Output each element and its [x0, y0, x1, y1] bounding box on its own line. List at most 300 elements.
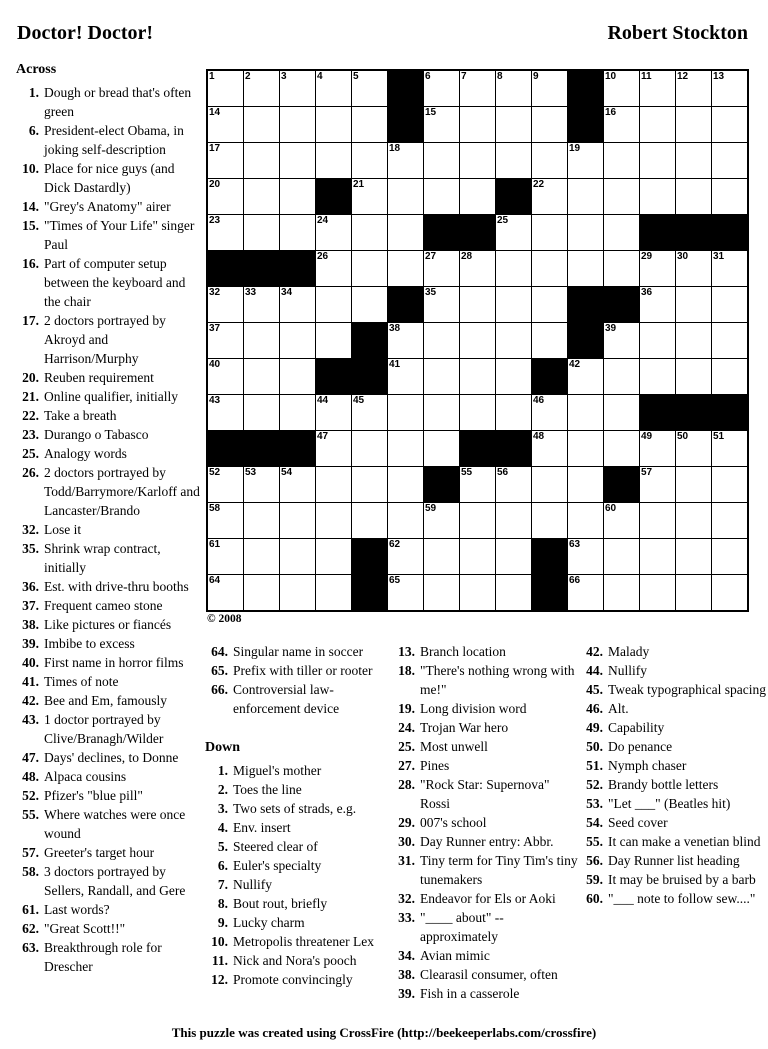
grid-cell[interactable] — [388, 575, 423, 610]
clue-text: Last words? — [44, 902, 110, 917]
grid-cell[interactable] — [712, 179, 747, 214]
grid-cell[interactable] — [712, 467, 747, 502]
clue-text: Endeavor for Els or Aoki — [420, 891, 556, 906]
grid-cell[interactable] — [568, 359, 603, 394]
clue-number: 2. — [217, 782, 228, 797]
grid-cell[interactable] — [640, 503, 675, 538]
clue-text: Reuben requirement — [44, 370, 154, 385]
clue-text: Online qualifier, initially — [44, 389, 179, 404]
grid-cell[interactable] — [388, 503, 423, 538]
clue-item — [16, 767, 204, 786]
grid-cell[interactable] — [676, 575, 711, 610]
grid-cell[interactable] — [424, 539, 459, 574]
clue-item — [16, 83, 204, 121]
grid-cell[interactable] — [424, 395, 459, 430]
clue-number: 34. — [398, 948, 415, 963]
grid-cell[interactable] — [460, 251, 495, 286]
grid-cell[interactable] — [424, 431, 459, 466]
grid-cell[interactable] — [388, 251, 423, 286]
grid-cell[interactable] — [316, 215, 351, 250]
grid-cell[interactable] — [244, 71, 279, 106]
grid-cell[interactable] — [712, 143, 747, 178]
grid-cell[interactable] — [244, 575, 279, 610]
clue-item — [392, 813, 579, 832]
grid-cell[interactable] — [532, 287, 567, 322]
grid-cell[interactable] — [388, 359, 423, 394]
clue-number: 10. — [211, 934, 228, 949]
grid-cell[interactable] — [532, 143, 567, 178]
grid-cell[interactable] — [604, 215, 639, 250]
grid-cell[interactable] — [676, 503, 711, 538]
grid-cell[interactable] — [604, 107, 639, 142]
clue-item — [16, 805, 204, 843]
clue-item — [16, 938, 204, 976]
clue-text: Two sets of strads, e.g. — [233, 801, 357, 816]
clue-text: Like pictures or fiancés — [44, 617, 172, 632]
clue-number: 41. — [22, 674, 39, 689]
grid-cell[interactable] — [244, 287, 279, 322]
grid-cell[interactable] — [496, 287, 531, 322]
cell-number: 62 — [389, 539, 401, 550]
grid-cell[interactable] — [640, 143, 675, 178]
clue-item — [16, 159, 204, 197]
grid-cell[interactable] — [460, 359, 495, 394]
grid-cell[interactable] — [208, 179, 243, 214]
grid-cell[interactable] — [460, 287, 495, 322]
grid-cell[interactable] — [352, 431, 387, 466]
grid-cell[interactable] — [676, 431, 711, 466]
grid-cell[interactable] — [280, 323, 315, 358]
clue-number: 21. — [22, 389, 39, 404]
grid-cell[interactable] — [640, 539, 675, 574]
clue-item — [16, 653, 204, 672]
clue-text: Pines — [420, 758, 450, 773]
grid-cell[interactable] — [712, 539, 747, 574]
grid-cell[interactable] — [280, 539, 315, 574]
grid-cell[interactable] — [496, 395, 531, 430]
cell-number: 4 — [317, 71, 323, 82]
clue-number: 42. — [22, 693, 39, 708]
grid-cell[interactable] — [496, 107, 531, 142]
grid-cell[interactable] — [712, 575, 747, 610]
grid-cell[interactable] — [496, 503, 531, 538]
clue-number: 3. — [217, 801, 228, 816]
grid-cell[interactable] — [460, 395, 495, 430]
grid-cell[interactable] — [712, 287, 747, 322]
grid-cell[interactable] — [424, 143, 459, 178]
clue-text: Promote convincingly — [233, 972, 353, 987]
grid-cell-black — [568, 287, 603, 322]
grid-cell[interactable] — [460, 539, 495, 574]
grid-cell[interactable] — [424, 107, 459, 142]
clue-column-bottom-1 — [205, 642, 387, 989]
grid-cell[interactable] — [532, 107, 567, 142]
cell-number: 23 — [209, 215, 221, 226]
clue-text: Brandy bottle letters — [608, 777, 719, 792]
clue-item — [16, 919, 204, 938]
grid-cell[interactable] — [568, 251, 603, 286]
grid-cell[interactable] — [244, 359, 279, 394]
grid-cell[interactable] — [460, 467, 495, 502]
clue-item — [392, 984, 579, 1003]
grid-cell[interactable] — [280, 215, 315, 250]
grid-cell[interactable] — [676, 287, 711, 322]
grid-cell[interactable] — [244, 215, 279, 250]
clue-text: Nullify — [233, 877, 272, 892]
grid-cell[interactable] — [640, 323, 675, 358]
grid-cell-black — [352, 575, 387, 610]
grid-cell[interactable] — [208, 71, 243, 106]
grid-cell[interactable] — [568, 503, 603, 538]
grid-cell[interactable] — [208, 287, 243, 322]
clue-text: Do penance — [608, 739, 673, 754]
down-heading: Down — [205, 740, 241, 755]
clue-text: Where watches were once wound — [44, 807, 186, 841]
clue-item — [16, 748, 204, 767]
grid-cell[interactable] — [388, 179, 423, 214]
clue-number: 22. — [22, 408, 39, 423]
clue-item — [392, 737, 579, 756]
grid-cell[interactable] — [496, 251, 531, 286]
grid-cell[interactable] — [712, 503, 747, 538]
grid-cell-black — [568, 71, 603, 106]
clue-text: 1 doctor portrayed by Clive/Branagh/Wilder — [44, 712, 164, 746]
grid-cell[interactable] — [208, 395, 243, 430]
grid-cell[interactable] — [208, 323, 243, 358]
grid-cell[interactable] — [352, 143, 387, 178]
grid-cell[interactable] — [532, 395, 567, 430]
clue-text: Nick and Nora's pooch — [233, 953, 357, 968]
grid-cell[interactable] — [568, 215, 603, 250]
grid-cell[interactable] — [604, 143, 639, 178]
grid-cell[interactable] — [568, 467, 603, 502]
grid-cell[interactable] — [604, 359, 639, 394]
cell-number: 35 — [425, 287, 437, 298]
grid-cell[interactable] — [496, 323, 531, 358]
clue-item — [580, 775, 767, 794]
grid-cell[interactable] — [640, 179, 675, 214]
grid-cell[interactable] — [316, 323, 351, 358]
grid-cell[interactable] — [352, 107, 387, 142]
clue-text: Days' declines, to Donne — [44, 750, 179, 765]
grid-cell[interactable] — [208, 215, 243, 250]
grid-cell[interactable] — [460, 179, 495, 214]
grid-cell[interactable] — [604, 323, 639, 358]
clue-item — [16, 862, 204, 900]
clue-text: Shrink wrap contract, initially — [44, 541, 161, 575]
clue-text: Avian mimic — [420, 948, 490, 963]
grid-cell[interactable] — [712, 107, 747, 142]
grid-cell[interactable] — [640, 431, 675, 466]
crossword-grid — [206, 69, 749, 612]
grid-cell[interactable] — [316, 251, 351, 286]
grid-cell[interactable] — [280, 107, 315, 142]
cell-number: 12 — [677, 71, 689, 82]
grid-cell[interactable] — [676, 107, 711, 142]
clue-item — [205, 875, 387, 894]
grid-cell[interactable] — [604, 431, 639, 466]
cell-number: 6 — [425, 71, 431, 82]
grid-cell[interactable] — [532, 503, 567, 538]
grid-cell[interactable] — [352, 287, 387, 322]
grid-cell[interactable] — [316, 539, 351, 574]
clue-text: Nullify — [608, 663, 647, 678]
cell-number: 14 — [209, 107, 221, 118]
grid-cell[interactable] — [280, 287, 315, 322]
grid-cell[interactable] — [208, 143, 243, 178]
grid-cell[interactable] — [424, 251, 459, 286]
clue-number: 59. — [586, 872, 603, 887]
grid-cell[interactable] — [316, 107, 351, 142]
grid-cell[interactable] — [460, 143, 495, 178]
clue-item — [205, 932, 387, 951]
cell-number: 63 — [569, 539, 581, 550]
clue-text: Bout rout, briefly — [233, 896, 328, 911]
grid-cell[interactable] — [640, 71, 675, 106]
clue-number: 56. — [586, 853, 603, 868]
grid-cell[interactable] — [280, 467, 315, 502]
grid-cell[interactable] — [604, 251, 639, 286]
clue-number: 10. — [22, 161, 39, 176]
clue-item — [16, 444, 204, 463]
clue-number: 37. — [22, 598, 39, 613]
clue-item — [580, 737, 767, 756]
grid-cell[interactable] — [352, 395, 387, 430]
grid-cell[interactable] — [640, 359, 675, 394]
grid-cell[interactable] — [604, 539, 639, 574]
grid-cell[interactable] — [352, 503, 387, 538]
grid-cell[interactable] — [316, 287, 351, 322]
grid-cell[interactable] — [208, 107, 243, 142]
grid-cell[interactable] — [712, 323, 747, 358]
grid-cell[interactable] — [280, 503, 315, 538]
grid-cell[interactable] — [208, 503, 243, 538]
grid-cell[interactable] — [496, 143, 531, 178]
grid-cell[interactable] — [316, 143, 351, 178]
grid-cell[interactable] — [244, 539, 279, 574]
clue-number: 16. — [22, 256, 39, 271]
grid-cell[interactable] — [244, 323, 279, 358]
across-clue-list — [16, 83, 204, 976]
grid-cell[interactable] — [388, 467, 423, 502]
grid-cell[interactable] — [640, 287, 675, 322]
grid-cell[interactable] — [676, 359, 711, 394]
clue-text: "Great Scott!!" — [44, 921, 126, 936]
grid-cell[interactable] — [640, 575, 675, 610]
grid-cell[interactable] — [388, 323, 423, 358]
grid-cell[interactable] — [496, 575, 531, 610]
cell-number: 2 — [245, 71, 251, 82]
clue-number: 40. — [22, 655, 39, 670]
cell-number: 11 — [641, 71, 652, 82]
clue-number: 42. — [586, 644, 603, 659]
clue-number: 18. — [398, 663, 415, 678]
grid-cell[interactable] — [676, 179, 711, 214]
grid-cell-black — [244, 431, 279, 466]
grid-cell[interactable] — [640, 467, 675, 502]
clue-number: 60. — [586, 891, 603, 906]
grid-cell[interactable] — [640, 107, 675, 142]
clue-text: 2 doctors portrayed by Todd/Barrymore/Karloff and Lancaster/Brando — [44, 465, 200, 518]
grid-cell[interactable] — [388, 215, 423, 250]
grid-cell[interactable] — [244, 467, 279, 502]
grid-cell[interactable] — [604, 179, 639, 214]
grid-cell[interactable] — [280, 575, 315, 610]
grid-cell[interactable] — [424, 359, 459, 394]
grid-cell[interactable] — [244, 107, 279, 142]
grid-cell-black — [388, 71, 423, 106]
grid-cell[interactable] — [568, 179, 603, 214]
grid-cell[interactable] — [712, 71, 747, 106]
grid-cell[interactable] — [424, 71, 459, 106]
clue-item — [205, 951, 387, 970]
grid-cell[interactable] — [280, 143, 315, 178]
clue-text: Miguel's mother — [233, 763, 322, 778]
grid-cell[interactable] — [676, 467, 711, 502]
clue-number: 29. — [398, 815, 415, 830]
grid-cell[interactable] — [496, 467, 531, 502]
grid-cell[interactable] — [532, 431, 567, 466]
clue-number: 65. — [211, 663, 228, 678]
grid-cell[interactable] — [712, 431, 747, 466]
clue-item — [392, 889, 579, 908]
clue-text: Singular name in soccer — [233, 644, 364, 659]
clue-text: Times of note — [44, 674, 119, 689]
clue-item — [580, 870, 767, 889]
grid-cell[interactable] — [568, 539, 603, 574]
grid-cell[interactable] — [532, 467, 567, 502]
grid-cell[interactable] — [712, 359, 747, 394]
grid-cell[interactable] — [316, 71, 351, 106]
grid-cell[interactable] — [208, 467, 243, 502]
clue-text: Day Runner entry: Abbr. — [420, 834, 554, 849]
grid-cell[interactable] — [604, 575, 639, 610]
clue-item — [580, 661, 767, 680]
grid-cell[interactable] — [676, 251, 711, 286]
grid-cell[interactable] — [244, 395, 279, 430]
grid-cell[interactable] — [280, 395, 315, 430]
grid-cell[interactable] — [424, 287, 459, 322]
grid-cell[interactable] — [568, 143, 603, 178]
clue-column-bottom-2 — [392, 642, 579, 1003]
grid-cell[interactable] — [208, 539, 243, 574]
clue-number: 43. — [22, 712, 39, 727]
grid-cell[interactable] — [604, 503, 639, 538]
clue-text: Clearasil consumer, often — [420, 967, 558, 982]
clue-text: Tweak typographical spacing — [608, 682, 766, 697]
grid-cell[interactable] — [208, 359, 243, 394]
clue-number: 20. — [22, 370, 39, 385]
clue-item — [16, 577, 204, 596]
grid-cell[interactable] — [460, 503, 495, 538]
clue-number: 31. — [398, 853, 415, 868]
grid-cell[interactable] — [532, 323, 567, 358]
cell-number: 55 — [461, 467, 473, 478]
clue-item — [16, 254, 204, 311]
grid-cell[interactable] — [388, 539, 423, 574]
cell-number: 17 — [209, 143, 221, 154]
clue-number: 6. — [217, 858, 228, 873]
clue-item — [16, 900, 204, 919]
grid-cell[interactable] — [352, 71, 387, 106]
grid-cell[interactable] — [460, 107, 495, 142]
grid-cell[interactable] — [352, 179, 387, 214]
grid-cell[interactable] — [460, 71, 495, 106]
grid-cell[interactable] — [532, 179, 567, 214]
cell-number: 19 — [569, 143, 581, 154]
grid-cell[interactable] — [496, 71, 531, 106]
clue-number: 13. — [398, 644, 415, 659]
clue-text: Seed cover — [608, 815, 668, 830]
grid-cell[interactable] — [604, 71, 639, 106]
clue-item — [16, 691, 204, 710]
grid-cell[interactable] — [424, 179, 459, 214]
grid-cell[interactable] — [568, 431, 603, 466]
clue-text: Bee and Em, famously — [44, 693, 167, 708]
grid-cell[interactable] — [568, 395, 603, 430]
grid-cell[interactable] — [280, 71, 315, 106]
grid-cell[interactable] — [424, 503, 459, 538]
grid-cell[interactable] — [280, 359, 315, 394]
grid-cell[interactable] — [316, 575, 351, 610]
grid-cell[interactable] — [352, 251, 387, 286]
cell-number: 45 — [353, 395, 365, 406]
grid-cell[interactable] — [244, 179, 279, 214]
grid-cell[interactable] — [316, 431, 351, 466]
grid-cell[interactable] — [640, 251, 675, 286]
grid-cell[interactable] — [460, 323, 495, 358]
grid-cell[interactable] — [496, 539, 531, 574]
grid-cell[interactable] — [388, 395, 423, 430]
grid-cell[interactable] — [676, 323, 711, 358]
grid-cell[interactable] — [604, 395, 639, 430]
grid-cell[interactable] — [352, 467, 387, 502]
clue-number: 17. — [22, 313, 39, 328]
grid-cell[interactable] — [532, 71, 567, 106]
grid-cell[interactable] — [388, 431, 423, 466]
grid-cell[interactable] — [244, 503, 279, 538]
cell-number: 36 — [641, 287, 653, 298]
grid-cell[interactable] — [532, 215, 567, 250]
down-clue-list-1 — [205, 761, 387, 989]
grid-cell[interactable] — [316, 503, 351, 538]
grid-cell[interactable] — [316, 467, 351, 502]
grid-cell-black — [496, 179, 531, 214]
clue-text: Trojan War hero — [420, 720, 509, 735]
across-clue-list-continued — [205, 642, 387, 718]
clue-number: 36. — [22, 579, 39, 594]
grid-cell[interactable] — [316, 395, 351, 430]
grid-cell[interactable] — [424, 575, 459, 610]
grid-cell[interactable] — [460, 575, 495, 610]
grid-cell[interactable] — [568, 575, 603, 610]
grid-cell[interactable] — [676, 539, 711, 574]
grid-cell[interactable] — [676, 71, 711, 106]
grid-cell[interactable] — [424, 323, 459, 358]
grid-cell[interactable] — [352, 215, 387, 250]
grid-cell[interactable] — [496, 215, 531, 250]
grid-cell[interactable] — [532, 251, 567, 286]
grid-cell[interactable] — [676, 143, 711, 178]
cell-number: 15 — [425, 107, 437, 118]
grid-cell[interactable] — [280, 179, 315, 214]
grid-cell[interactable] — [244, 143, 279, 178]
grid-cell[interactable] — [712, 251, 747, 286]
grid-cell[interactable] — [208, 575, 243, 610]
grid-cell[interactable] — [388, 143, 423, 178]
grid-cell[interactable] — [496, 359, 531, 394]
clue-number: 66. — [211, 682, 228, 697]
